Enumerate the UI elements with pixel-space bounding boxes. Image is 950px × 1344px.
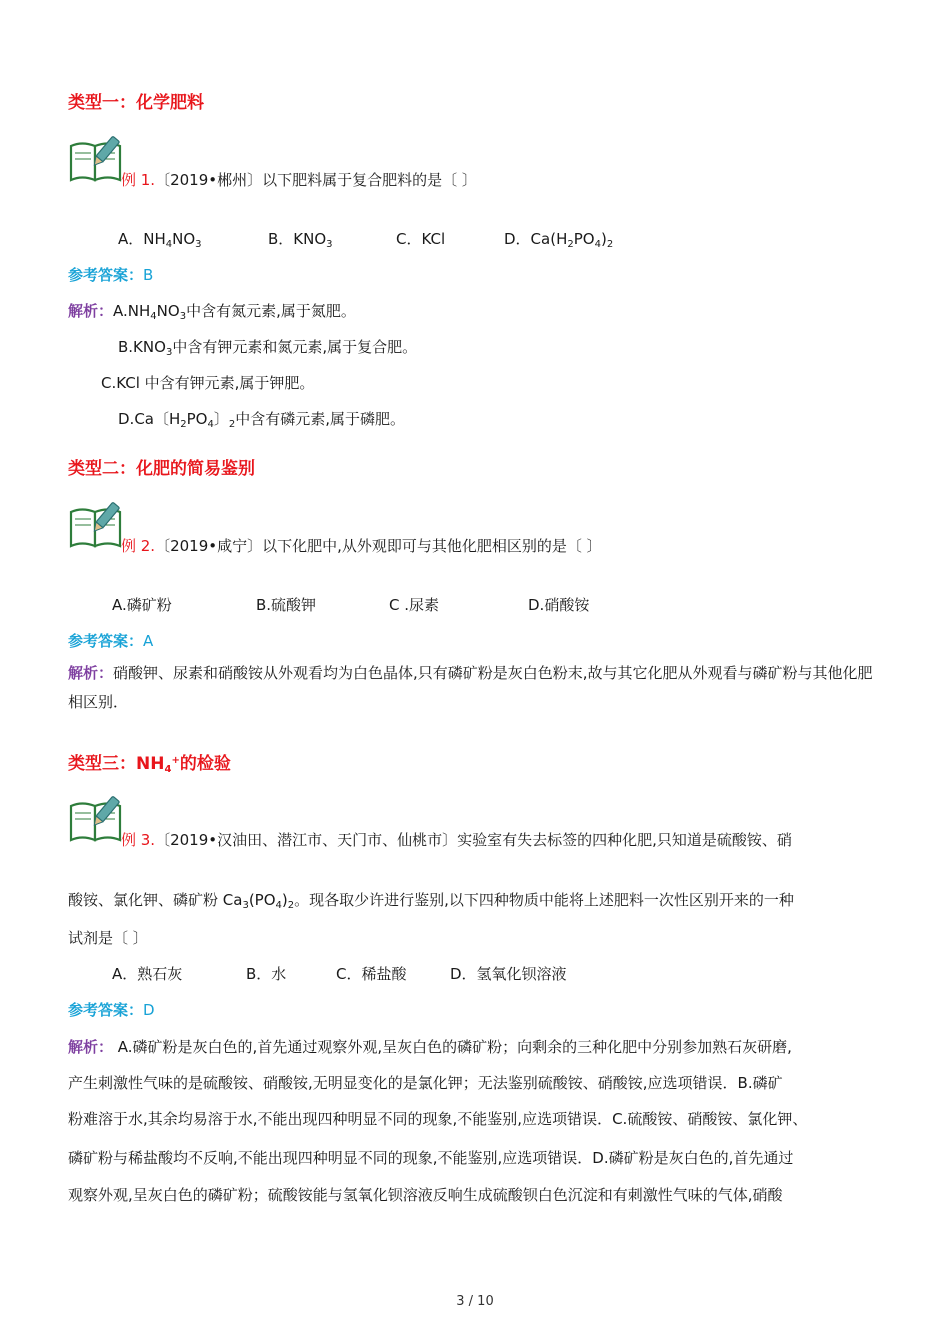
example-2-option-a: A.磷矿粉 xyxy=(112,596,172,614)
notebook-pencil-icon xyxy=(68,502,124,548)
section-heading-1: 类型一：化学肥料 xyxy=(68,93,204,113)
notebook-pencil-icon xyxy=(68,796,124,842)
example-2-analysis xyxy=(68,659,883,717)
section-heading-2: 类型二：化肥的简易鉴别 xyxy=(68,459,255,479)
answer-value: D xyxy=(143,1001,155,1019)
example-3-label: 例 3. xyxy=(121,831,156,849)
analysis-text: 硝酸钾、尿素和硝酸铵从外观看均为白色晶体,只有磷矿粉是灰白色粉末,故与其它化肥从外观看与磷矿粉与其他化肥相区别． xyxy=(68,664,873,711)
example-3-analysis-line-1: 解析： A.磷矿粉是灰白色的,首先通过观察外观,呈灰白色的磷矿粉；向剩余的三种化肥中分别参加熟石灰研磨, xyxy=(68,1038,792,1056)
example-1-option-b: B．$KNO_3$ xyxy=(268,230,333,250)
example-1-answer xyxy=(68,264,153,285)
example-2-option-b: B.硫酸钾 xyxy=(256,596,317,614)
section-heading-3: 类型三：$NH_4^+$的检验 xyxy=(68,754,231,775)
example-1-analysis-line-1: 解析：$A.NH_4NO_3$中含有氮元素,属于氮肥。 xyxy=(68,302,356,322)
example-1-analysis-line-4: D.Ca〔$H_2PO_4$〕$_2$中含有磷元素,属于磷肥。 xyxy=(118,410,406,430)
page-number: 3 / 10 xyxy=(456,1294,494,1309)
example-3-question-line-3: 试剂是〔 〕 xyxy=(68,929,148,947)
example-2-text: 〔2019•咸宁〕以下化肥中,从外观即可与其他化肥相区别的是〔 〕 xyxy=(155,537,602,555)
answer-label: 参考答案： xyxy=(68,1001,144,1019)
example-3-option-d: D．氢氧化钡溶液 xyxy=(450,965,567,983)
example-3-answer xyxy=(68,999,155,1020)
example-1-option-d: D．$Ca(H_2PO_4)_2$ xyxy=(504,230,614,250)
example-3-analysis-line-4: 磷矿粉与稀盐酸均不反响,不能出现四种明显不同的现象,不能鉴别,应选项错误．D.磷矿粉是灰白色的,首先通过 xyxy=(68,1149,794,1167)
analysis-label: 解析： xyxy=(68,664,114,682)
notebook-pencil-icon xyxy=(68,136,124,182)
example-3-analysis-line-2: 产生刺激性气味的是硫酸铵、硝酸铵,无明显变化的是氯化钾；无法鉴别硫酸铵、硝酸铵,应选项错误．B.磷矿 xyxy=(68,1074,783,1092)
example-1-label: 例 1. xyxy=(121,171,156,189)
example-2-option-d: D.硝酸铵 xyxy=(528,596,590,614)
example-3-question-line-2: 酸铵、氯化钾、磷矿粉 $Ca_3(PO_4)_2$。现各取少许进行鉴别,以下四种物质中能将上述肥料一次性区别开来的一种 xyxy=(68,891,794,911)
example-3-option-c: C．稀盐酸 xyxy=(336,965,407,983)
example-2-label: 例 2. xyxy=(121,537,156,555)
analysis-label: 解析： xyxy=(68,1038,114,1056)
answer-label: 参考答案： xyxy=(68,266,144,284)
example-1-analysis-line-2: $B.KNO_3$中含有钾元素和氮元素,属于复合肥。 xyxy=(118,338,418,358)
answer-value: A xyxy=(143,632,154,650)
example-2-answer xyxy=(68,630,153,651)
analysis-label: 解析： xyxy=(68,302,114,320)
example-3-analysis-line-3: 粉难溶于水,其余均易溶于水,不能出现四种明显不同的现象,不能鉴别,应选项错误．C.硫酸铵、硝酸铵、氯化钾、 xyxy=(68,1110,808,1128)
example-3-option-b: B．水 xyxy=(246,965,287,983)
example-2-question xyxy=(121,535,602,556)
example-1-text: 〔2019•郴州〕以下肥料属于复合肥料的是〔 〕 xyxy=(155,171,477,189)
example-1-option-c: C．KCl xyxy=(396,230,446,248)
answer-label: 参考答案： xyxy=(68,632,144,650)
example-1-question xyxy=(121,169,477,190)
example-1-option-a: A．$NH_4NO_3$ xyxy=(118,230,202,250)
example-3-question-line-1: 例 3.〔2019•汉油田、潜江市、天门市、仙桃市〕实验室有失去标签的四种化肥,只知道是硫酸铵、硝 xyxy=(121,831,792,849)
example-3-option-a: A．熟石灰 xyxy=(112,965,183,983)
example-3-analysis-line-5: 观察外观,呈灰白色的磷矿粉；硫酸铵能与氢氧化钡溶液反响生成硫酸钡白色沉淀和有刺激性气味的气体,硝酸 xyxy=(68,1186,783,1204)
example-2-option-c: C .尿素 xyxy=(389,596,440,614)
example-1-analysis-line-3: C.KCl 中含有钾元素,属于钾肥。 xyxy=(101,374,315,392)
answer-value: B xyxy=(143,266,154,284)
